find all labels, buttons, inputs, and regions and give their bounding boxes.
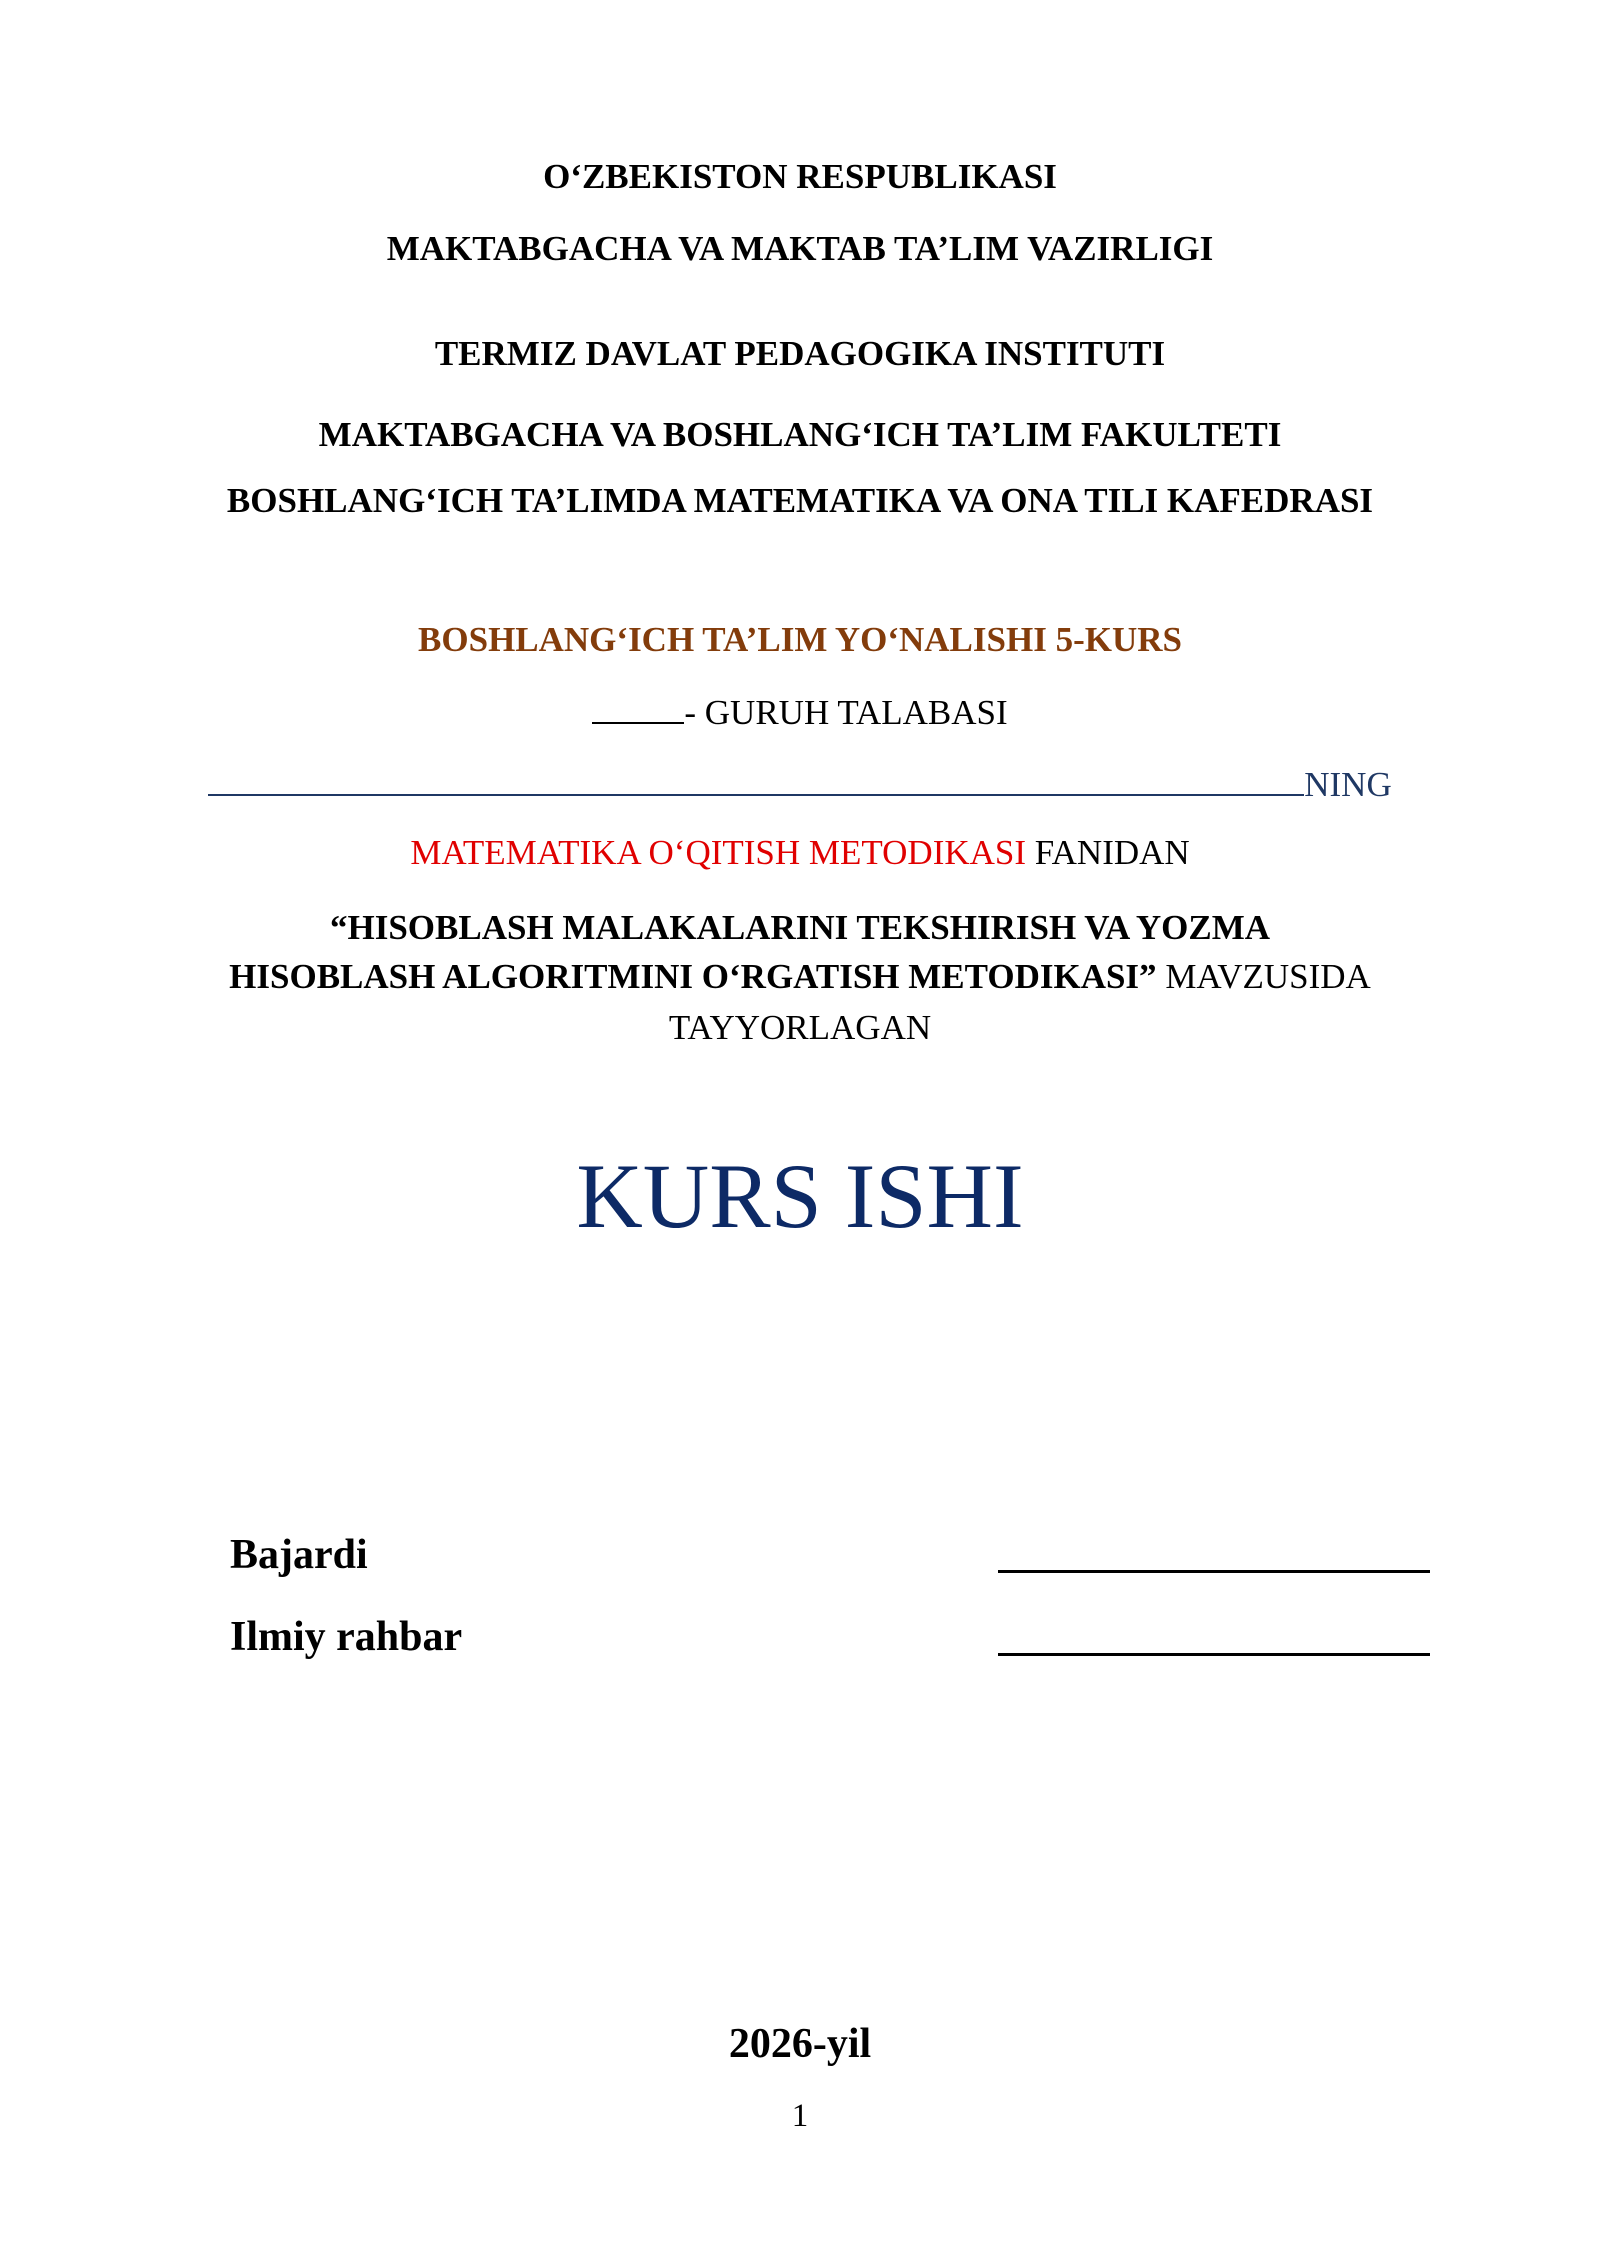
topic-line-3: TAYYORLAGAN	[668, 1008, 932, 1047]
performed-label: Bajardi	[230, 1532, 368, 1578]
faculty-heading: MAKTABGACHA VA BOSHLANG‘ICH TA’LIM FAKULTETI	[318, 415, 1282, 454]
topic-line-2-text: HISOBLASH ALGORITMINI O‘RGATISH METODIKASI”	[229, 957, 1157, 996]
ministry-heading: MAKTABGACHA VA MAKTAB TA’LIM VAZIRLIGI	[386, 229, 1214, 268]
supervisor-label: Ilmiy rahbar	[230, 1614, 463, 1660]
country-heading: O‘ZBEKISTON RESPUBLIKASI	[543, 157, 1057, 196]
topic-line-2	[0, 959, 1600, 994]
page-number: 1	[791, 2098, 809, 2134]
year: 2026-yil	[728, 2021, 872, 2067]
direction-heading: BOSHLANG‘ICH TA’LIM YO‘NALISHI 5-KURS	[418, 620, 1182, 659]
document-title: KURS ISHI	[576, 1145, 1024, 1247]
department-heading: BOSHLANG‘ICH TA’LIMDA MATEMATIKA VA ONA TILI KAFEDRASI	[226, 481, 1374, 520]
subject-suffix: FANIDAN	[1026, 833, 1190, 872]
topic-line-1: “HISOBLASH MALAKALARINI TEKSHIRISH VA YOZMA	[329, 908, 1271, 947]
group-line	[0, 692, 1600, 730]
group-blank	[592, 692, 684, 724]
supervisor-signature-line	[998, 1653, 1430, 1656]
topic-line-2-suffix: MAVZUSIDA	[1156, 957, 1371, 996]
student-name-suffix: NING	[1304, 765, 1392, 804]
subject-line	[0, 835, 1600, 870]
student-name-line	[0, 764, 1600, 802]
institute-heading: TERMIZ DAVLAT PEDAGOGIKA INSTITUTI	[434, 334, 1166, 373]
group-suffix: - GURUH TALABASI	[684, 693, 1008, 732]
performed-signature-line	[998, 1570, 1430, 1573]
student-name-blank	[208, 764, 1304, 796]
subject-name: MATEMATIKA O‘QITISH METODIKASI	[410, 833, 1027, 872]
